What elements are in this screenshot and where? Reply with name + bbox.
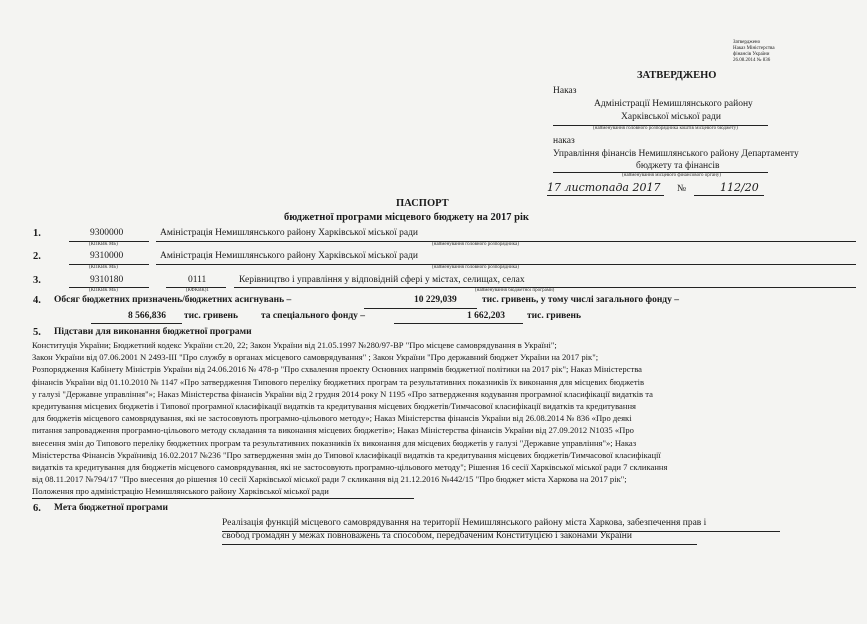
special-fund-suffix: тис. гривень <box>527 311 582 321</box>
kfkvk-code: 0111 <box>188 275 207 285</box>
text-line: Розпорядження Кабінету Міністрів України від 24.06.2016 № 478-р "Про схвалення проекту Основних напрямів бюджетної політики на 2017 рік"; Наказ Міністерства <box>32 364 642 375</box>
fin-org-line: Управління фінансів Немишлянського району Департаменту <box>553 149 799 159</box>
number-sign: № <box>677 184 687 194</box>
general-fund-amount: 8 566,836 <box>128 311 166 321</box>
kpkvk-code: 9310180 <box>90 275 124 285</box>
program-name: Керівництво і управління у відповідній сфері у містах, селищах, селах <box>239 275 525 285</box>
kpkvk-code: 9310000 <box>90 251 124 261</box>
field-caption: (КПКВК МБ) <box>89 265 118 270</box>
row-number: 1. <box>33 228 41 239</box>
field-caption: (найменування головного розпорядника) <box>432 242 519 247</box>
field-caption: (найменування головного розпорядника коштів місцевого бюджету) <box>593 126 738 131</box>
stamp-line: Наказ Міністерства <box>733 46 775 51</box>
handwritten-date: 17 листопада 2017 <box>547 181 661 194</box>
general-fund-suffix: тис. гривень <box>184 311 239 321</box>
approved-title: ЗАТВЕРДЖЕНО <box>637 70 717 81</box>
org-name-line: Адміністрації Немишлянського району <box>594 99 753 109</box>
passport-subtitle: бюджетної програми місцевого бюджету на 2017 рік <box>284 212 529 223</box>
org-name: Аміністрація Немишлянського району Харківської міської ради <box>160 228 419 238</box>
order-label: Наказ <box>553 86 577 96</box>
text-line: видатків та кредитування для бюджетів місцевого самоврядування, які не застосовують програмно-цільового методу"; Рішення 16 сесії Харківської міської ради 7 скликання <box>32 462 668 473</box>
field-caption: (найменування головного розпорядника) <box>432 265 519 270</box>
field-caption: (КПКВК МБ) <box>89 242 118 247</box>
text-line: від 08.11.2017 №794/17 "Про внесення до рішення 10 сесії Харківської міської ради 7 скликання від 21.12.2016 №442/15 "Про бюджет міста Харкова на 2017 рік"; <box>32 474 627 485</box>
goal-text-line: свобод громадян у межах повноважень та способом, передбаченим Конституцією і законами України <box>222 531 632 541</box>
row-number: 2. <box>33 251 41 262</box>
budget-volume-label: Обсяг бюджетних призначень/бюджетних асигнувань – <box>54 295 292 305</box>
goal-text-line: Реалізація функцій місцевого самоврядування на території Немишлянського району міста Харкова, забезпечення прав і <box>222 518 707 528</box>
row-number: 3. <box>33 275 41 286</box>
handwritten-number: 112/20 <box>720 181 759 194</box>
legal-basis-text <box>32 339 862 498</box>
order-label: наказ <box>553 136 575 146</box>
text-line: для бюджетів місцевого самоврядування, які не застосовують програмно-цільового методу»; Наказ Міністерства фінансів України від 26.08.2014 № 836 «Про деякі <box>32 413 632 424</box>
text-line: Міністерства Фінансів Українивід 16.02.2017 №236 "Про затвердження змін до Типової класифікації видатків та кредитування місцевих бюджетів/Тимчасової класифікації <box>32 449 661 460</box>
text-line: Положення про адміністрацію Немишлянського району Харківської міської ради <box>32 486 329 497</box>
special-fund-label: та спеціального фонду – <box>261 311 366 321</box>
text-line: питання запровадження програмно-цільового методу складання та виконання місцевих бюджетів»; Наказ Міністерства фінансів України від 27.09.2012 N1035 «Про <box>32 425 634 436</box>
text-line: кредитування місцевих бюджетів і Типової програмної класифікації видатків та кредитування місцевих бюджетів/Тимчасової класифікації видатків та кредитування <box>32 401 637 412</box>
kpkvk-code: 9300000 <box>90 228 124 238</box>
section-number: 5. <box>33 327 41 338</box>
field-caption: (КПКВК МБ) <box>89 288 118 293</box>
fin-org-line: бюджету та фінансів <box>636 161 720 171</box>
section-title: Мета бюджетної програми <box>54 503 168 513</box>
passport-title: ПАСПОРТ <box>396 198 449 209</box>
total-suffix: тис. гривень, у тому числі загального фонду – <box>482 295 679 305</box>
section-number: 6. <box>33 503 41 514</box>
field-caption: (КФКВК)1 <box>186 288 209 293</box>
stamp-line: Затверджено <box>733 40 761 45</box>
total-amount: 10 229,039 <box>414 295 457 305</box>
field-caption: (найменування бюджетної програми) <box>475 288 555 293</box>
text-line: Конституція України; Бюджетний кодекс України ст.20, 22; Закон України від 21.05.1997 №280/97-ВР "Про місцеве самоврядування в Україні"; <box>32 340 557 350</box>
org-name: Аміністрація Немишлянського району Харківської міської ради <box>160 251 419 261</box>
section-title: Підстави для виконання бюджетної програми <box>54 327 252 337</box>
org-name-line: Харківської міської ради <box>621 112 721 122</box>
text-line: у галузі "Державне управління"»; Наказ Міністерства фінансів України від 2 грудня 2014 року N 1195 «Про затвердження кодування програмної класифікації видатків та <box>32 388 653 399</box>
text-line: Закон України від 07.06.2001 N 2493-III "Про службу в органах місцевого самоврядування" ; Закон України "Про державний бюджет України на 2017 рік"; <box>32 352 599 363</box>
stamp-line: 26.08.2014 № 836 <box>733 58 771 63</box>
text-line: фінансів України від 01.10.2010 № 1147 «Про затвердження Типового переліку бюджетних програм та результативних показників їх виконання для місцевих бюджетів <box>32 376 645 387</box>
special-fund-amount: 1 662,203 <box>467 311 505 321</box>
text-line: внесення змін до Типового переліку бюджетних програм та результативних показників їх виконання для місцевих бюджетів у галузі "Державне управління"»; Наказ <box>32 437 637 448</box>
stamp-line: фінансів України <box>733 52 770 57</box>
section-number: 4. <box>33 295 41 306</box>
field-caption: (найменування місцевого фінансового органу) <box>622 173 721 178</box>
